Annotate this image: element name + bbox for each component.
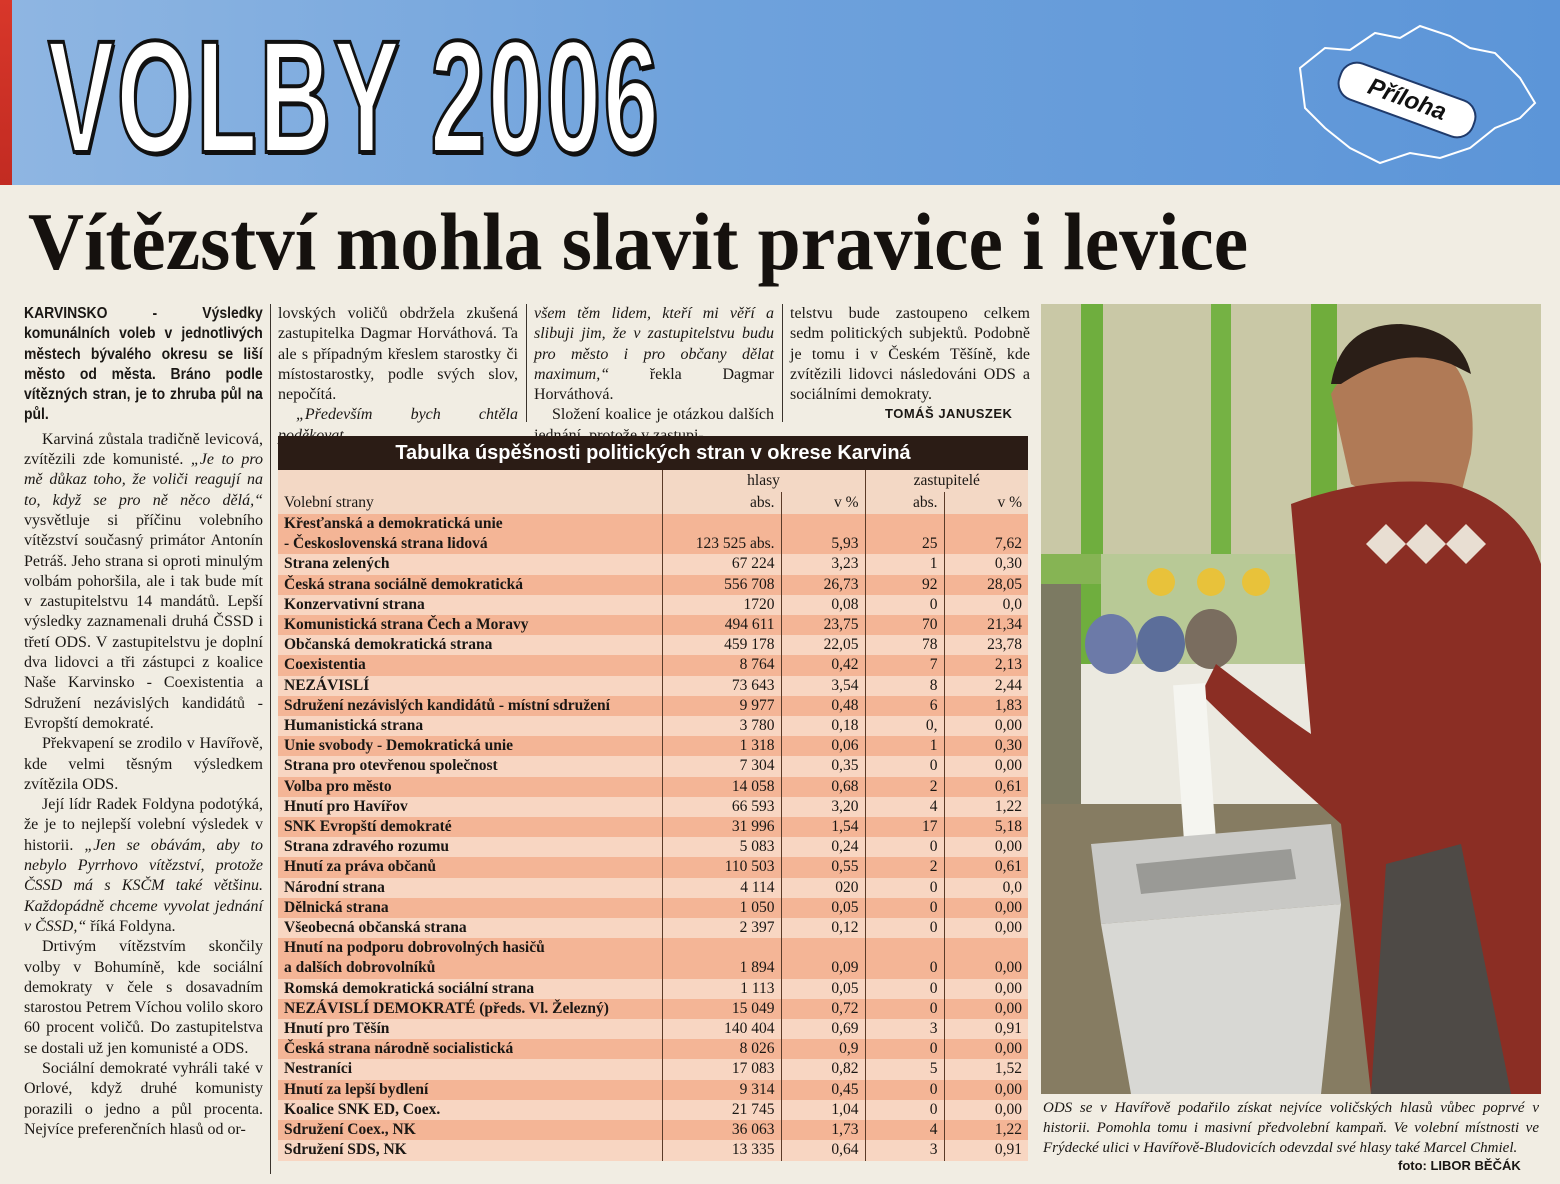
- seats-abs: 0: [865, 999, 944, 1019]
- seats-abs: 17: [865, 817, 944, 837]
- seats-pct: 28,05: [944, 575, 1028, 595]
- seats-abs: 3: [865, 1019, 944, 1039]
- votes-pct: 0,09: [781, 938, 865, 978]
- seats-abs: 3: [865, 1140, 944, 1160]
- votes-abs: 4 114: [662, 878, 781, 898]
- votes-abs: 459 178: [662, 635, 781, 655]
- section-banner: [0, 0, 1560, 185]
- votes-abs: 36 063: [662, 1120, 781, 1140]
- votes-pct: 0,55: [781, 857, 865, 877]
- seats-pct: 0,0: [944, 595, 1028, 615]
- seats-abs: 4: [865, 797, 944, 817]
- votes-pct: 0,06: [781, 736, 865, 756]
- table-row: [278, 979, 1028, 999]
- votes-pct: 1,04: [781, 1100, 865, 1120]
- text: vysvětluje si příčinu volebního vítězství současný primátor Antonín Petráš. Jeho strana si oproti minulým volbám pohoršila, ale i tak bude mít v zastupitelstvu 14 mandátů. Lepší výsledky zaznamenali druhá ČSSD i třetí ODS. V zastupitelstvu je doplní dva lidovci a tři zástupci z koalice Naše Karvinsko - Coexistentia a Sdružení nezávislých kandidátů - Evropští demokraté.: [24, 511, 263, 732]
- table-group-header: [278, 470, 1028, 492]
- party-name: Sdružení SDS, NK: [278, 1140, 662, 1160]
- table-row: [278, 878, 1028, 898]
- quote: všem těm lidem, kteří mi věří a slibuji jim, že v zastupitelstvu budu pro město i pro občany dělat maximum,“: [534, 305, 774, 383]
- text: Její lídr Radek Foldyna podotýká, že je to nejlepší volební výsledek v historii.: [24, 796, 263, 854]
- table-row: [278, 615, 1028, 635]
- table-row: [278, 857, 1028, 877]
- banner-accent-stripe: [0, 0, 12, 185]
- dateline: KARVINSKO: [24, 305, 108, 322]
- results-grid: [278, 470, 1028, 1161]
- seats-abs: 70: [865, 615, 944, 635]
- votes-pct: 0,72: [781, 999, 865, 1019]
- party-name: Všeobecná občanská strana: [278, 918, 662, 938]
- votes-pct: 0,05: [781, 898, 865, 918]
- votes-pct: 3,54: [781, 676, 865, 696]
- table-title: Tabulka úspěšnosti politických stran v okrese Karviná: [278, 436, 1028, 470]
- votes-abs: 3 780: [662, 716, 781, 736]
- seats-abs: 0: [865, 595, 944, 615]
- votes-abs: 7 304: [662, 756, 781, 776]
- votes-pct: 22,05: [781, 635, 865, 655]
- votes-abs: 1 050: [662, 898, 781, 918]
- votes-abs: 140 404: [662, 1019, 781, 1039]
- party-name-line: a dalších dobrovolníků: [284, 959, 436, 977]
- seats-abs: 1: [865, 554, 944, 574]
- seats-pct: 2,13: [944, 655, 1028, 675]
- table-row: [278, 554, 1028, 574]
- votes-abs: 1 113: [662, 979, 781, 999]
- party-name: Národní strana: [278, 878, 662, 898]
- seats-abs: 0,: [865, 716, 944, 736]
- table-row: [278, 595, 1028, 615]
- seats-abs: 25: [865, 514, 944, 554]
- seats-pct: 0,00: [944, 756, 1028, 776]
- votes-abs: 110 503: [662, 857, 781, 877]
- seats-abs: 0: [865, 979, 944, 999]
- table-row: [278, 514, 1028, 554]
- seats-pct: 23,78: [944, 635, 1028, 655]
- votes-pct: 0,64: [781, 1140, 865, 1160]
- votes-pct: 0,12: [781, 918, 865, 938]
- table-row: [278, 716, 1028, 736]
- seats-abs: 0: [865, 756, 944, 776]
- seats-abs: 4: [865, 1120, 944, 1140]
- table-row: [278, 696, 1028, 716]
- votes-pct: 0,69: [781, 1019, 865, 1039]
- votes-pct: 0,42: [781, 655, 865, 675]
- votes-abs: 67 224: [662, 554, 781, 574]
- seats-abs: 6: [865, 696, 944, 716]
- votes-pct: 0,48: [781, 696, 865, 716]
- table-row: [278, 1039, 1028, 1059]
- seats-pct: 0,00: [944, 1080, 1028, 1100]
- table-row: [278, 756, 1028, 776]
- party-name: Hnutí pro Těšín: [278, 1019, 662, 1039]
- party-name: Hnutí pro Havířov: [278, 797, 662, 817]
- votes-abs: 15 049: [662, 999, 781, 1019]
- article-column-3: [534, 304, 774, 446]
- paragraph: lovských voličů obdržela zkušená zastupitelka Dagmar Horváthová. Ta ale s případným křeslem starostky či místostarostky, podle svých slov, nepočítá.: [278, 305, 518, 404]
- seats-pct: 2,44: [944, 676, 1028, 696]
- votes-abs: 556 708: [662, 575, 781, 595]
- table-row: [278, 817, 1028, 837]
- text: říká Foldyna.: [90, 917, 176, 935]
- table-row: [278, 1059, 1028, 1079]
- party-name: NEZÁVISLÍ: [278, 676, 662, 696]
- table-row: [278, 655, 1028, 675]
- blank-cell: [278, 470, 662, 492]
- party-header: Volební strany: [278, 492, 662, 514]
- votes-abs: 8 764: [662, 655, 781, 675]
- seats-abs: 8: [865, 676, 944, 696]
- votes-pct: 26,73: [781, 575, 865, 595]
- votes-abs: 2 397: [662, 918, 781, 938]
- seats-pct: 7,62: [944, 514, 1028, 554]
- votes-abs: 5 083: [662, 837, 781, 857]
- seats-abs: 0: [865, 938, 944, 978]
- seats-abs: 2: [865, 777, 944, 797]
- seats-pct: 0,61: [944, 857, 1028, 877]
- seats-pct: 0,00: [944, 979, 1028, 999]
- table-row: [278, 676, 1028, 696]
- party-name: Romská demokratická sociální strana: [278, 979, 662, 999]
- paragraph: telstvu bude zastoupeno celkem sedm politických subjektů. Podobně je tomu i v Českém Těšíně, kde zvítězili lidovci následováni ODS a sociálními demokraty.: [790, 305, 1030, 404]
- seats-abs: 0: [865, 898, 944, 918]
- column-rule: [270, 304, 271, 1174]
- table-row: [278, 1140, 1028, 1160]
- party-name: Strana zelených: [278, 554, 662, 574]
- seats-pct: 0,00: [944, 716, 1028, 736]
- seats-pct-header: v %: [944, 492, 1028, 514]
- seats-pct: 0,91: [944, 1140, 1028, 1160]
- party-name: Hnutí za práva občanů: [278, 857, 662, 877]
- seats-pct: 0,00: [944, 918, 1028, 938]
- party-name: Občanská demokratická strana: [278, 635, 662, 655]
- table-row: [278, 1100, 1028, 1120]
- table-row: [278, 837, 1028, 857]
- votes-pct: 3,20: [781, 797, 865, 817]
- headline: Vítězství mohla slavit pravice i levice: [28, 196, 1249, 287]
- votes-pct-header: v %: [781, 492, 865, 514]
- votes-abs: 8 026: [662, 1039, 781, 1059]
- quote: „Především bych chtěla: [296, 406, 518, 424]
- party-name: Unie svobody - Demokratická unie: [278, 736, 662, 756]
- votes-pct: 020: [781, 878, 865, 898]
- party-name: SNK Evropští demokraté: [278, 817, 662, 837]
- seats-abs: 7: [865, 655, 944, 675]
- votes-abs: 123 525 abs.: [662, 514, 781, 554]
- party-name: Dělnická strana: [278, 898, 662, 918]
- party-name: NEZÁVISLÍ DEMOKRATÉ (předs. Vl. Železný): [278, 999, 662, 1019]
- seats-pct: 1,83: [944, 696, 1028, 716]
- seats-pct: 0,30: [944, 554, 1028, 574]
- paragraph: [534, 304, 774, 405]
- table-body: [278, 514, 1028, 1161]
- seats-pct: 0,61: [944, 777, 1028, 797]
- table-row: [278, 999, 1028, 1019]
- seats-pct: 0,00: [944, 938, 1028, 978]
- quote: „Je to pro mě důkaz toho, že voliči reagují na to, když se pro ně něco dělá,“: [24, 451, 264, 509]
- votes-pct: 0,68: [781, 777, 865, 797]
- party-name: Strana zdravého rozumu: [278, 837, 662, 857]
- article-lead: [24, 304, 263, 426]
- votes-pct: 23,75: [781, 615, 865, 635]
- seats-pct: 1,22: [944, 1120, 1028, 1140]
- party-name: Sdružení Coex., NK: [278, 1120, 662, 1140]
- party-name: Nestraníci: [278, 1059, 662, 1079]
- seats-abs: 1: [865, 736, 944, 756]
- column-rule: [526, 304, 527, 422]
- text: řekla Dagmar Horváthová.: [534, 365, 774, 404]
- seats-pct: 0,91: [944, 1019, 1028, 1039]
- seats-abs: 78: [865, 635, 944, 655]
- table-row: [278, 898, 1028, 918]
- party-name: Česká strana sociálně demokratická: [278, 575, 662, 595]
- party-name: [278, 938, 662, 978]
- paragraph: [24, 795, 263, 937]
- votes-abs: 13 335: [662, 1140, 781, 1160]
- seats-pct: 1,52: [944, 1059, 1028, 1079]
- table-row: [278, 1080, 1028, 1100]
- votes-pct: 0,18: [781, 716, 865, 736]
- party-name: Česká strana národně socialistická: [278, 1039, 662, 1059]
- party-name: Sdružení nezávislých kandidátů - místní sdružení: [278, 696, 662, 716]
- votes-pct: 0,05: [781, 979, 865, 999]
- votes-abs: 73 643: [662, 676, 781, 696]
- votes-abs: 1720: [662, 595, 781, 615]
- votes-pct: 0,45: [781, 1080, 865, 1100]
- photo-caption: ODS se v Havířově podařilo získat nejvíce voličských hlasů vůbec poprvé v historii. Pomohla tomu i masivní předvolební kampaň. Ve volební místnosti ve Frýdecké ulici v Havířově-Bludovicích odevzdal své hlasy také Marcel Chmiel.: [1043, 1100, 1539, 1156]
- quote: „Jen se obávám, aby to nebylo Pyrrhovo vítězství, protože ČSSD má s KSČM také většinu. Každopádně chceme vyvolat jednání v ČSSD,“: [24, 836, 264, 935]
- table-row: [278, 575, 1028, 595]
- seats-abs: 0: [865, 837, 944, 857]
- table-row: [278, 1120, 1028, 1140]
- votes-abs: 9 314: [662, 1080, 781, 1100]
- seats-pct: 5,18: [944, 817, 1028, 837]
- party-name: [278, 514, 662, 554]
- seats-pct: 0,00: [944, 1039, 1028, 1059]
- results-table: [278, 436, 1028, 1172]
- votes-abs: 17 083: [662, 1059, 781, 1079]
- votes-pct: 5,93: [781, 514, 865, 554]
- seats-abs: 0: [865, 1100, 944, 1120]
- lead-text: - Výsledky komunálních voleb v jednotlivých městech bývalého okresu se liší město od města. Bráno podle vítězných stran, je to zhruba půl na půl.: [24, 305, 263, 424]
- paragraph: Složení koalice je otázkou dalších: [552, 406, 774, 424]
- votes-pct: 0,9: [781, 1039, 865, 1059]
- party-name: Konzervativní strana: [278, 595, 662, 615]
- votes-abs: 494 611: [662, 615, 781, 635]
- seats-pct: 21,34: [944, 615, 1028, 635]
- party-name: Coexistentia: [278, 655, 662, 675]
- seats-pct: 0,00: [944, 898, 1028, 918]
- votes-pct: 0,35: [781, 756, 865, 776]
- table-row: [278, 777, 1028, 797]
- seats-abs: 5: [865, 1059, 944, 1079]
- seats-abs: 0: [865, 878, 944, 898]
- party-name-line: Křesťanská a demokratická unie: [284, 515, 503, 532]
- paragraph: [24, 430, 263, 734]
- seats-pct: 0,00: [944, 837, 1028, 857]
- party-name: Komunistická strana Čech a Moravy: [278, 615, 662, 635]
- seats-group-header: zastupitelé: [865, 470, 1028, 492]
- votes-abs: 1 318: [662, 736, 781, 756]
- table-column-header: [278, 492, 1028, 514]
- votes-abs: 1 894: [662, 938, 781, 978]
- seats-pct: 0,00: [944, 1100, 1028, 1120]
- party-name-line: - Československá strana lidová: [284, 535, 488, 553]
- seats-abs: 0: [865, 918, 944, 938]
- votes-pct: 1,54: [781, 817, 865, 837]
- votes-pct: 0,08: [781, 595, 865, 615]
- votes-group-header: hlasy: [662, 470, 865, 492]
- paragraph: Překvapení se zrodilo v Havířově, kde velmi těsným výsledkem zvítězila ODS.: [24, 735, 263, 793]
- votes-abs: 66 593: [662, 797, 781, 817]
- votes-pct: 1,73: [781, 1120, 865, 1140]
- votes-abs: 9 977: [662, 696, 781, 716]
- article-column-1: [24, 304, 263, 1140]
- seats-abs: 2: [865, 857, 944, 877]
- seats-pct: 0,0: [944, 878, 1028, 898]
- article-column-4: [790, 304, 1030, 405]
- voting-photo: [1041, 304, 1541, 1094]
- votes-abs: 31 996: [662, 817, 781, 837]
- section-title: VOLBY 2006: [48, 7, 661, 186]
- seats-abs-header: abs.: [865, 492, 944, 514]
- table-row: [278, 635, 1028, 655]
- party-name: Humanistická strana: [278, 716, 662, 736]
- votes-abs-header: abs.: [662, 492, 781, 514]
- table-row: [278, 1019, 1028, 1039]
- table-row: [278, 918, 1028, 938]
- column-rule: [782, 304, 783, 422]
- paragraph: Sociální demokraté vyhráli také v Orlové, když druhé komunisty porazili o jedno a půl procenta. Nejvíce preferenčních hlasů od or-: [24, 1059, 263, 1138]
- seats-abs: 92: [865, 575, 944, 595]
- seats-abs: 0: [865, 1039, 944, 1059]
- party-name: Koalice SNK ED, Coex.: [278, 1100, 662, 1120]
- table-row: [278, 736, 1028, 756]
- byline: TOMÁŠ JANUSZEK: [885, 406, 1013, 421]
- votes-pct: 3,23: [781, 554, 865, 574]
- party-name-line: Hnutí na podporu dobrovolných hasičů: [284, 939, 545, 957]
- article-column-2: [278, 304, 518, 446]
- votes-pct: 0,82: [781, 1059, 865, 1079]
- votes-pct: 0,24: [781, 837, 865, 857]
- party-name: Strana pro otevřenou společnost: [278, 756, 662, 776]
- text: Karviná zůstala tradičně levicová, zvítězili zde komunisté.: [24, 430, 263, 469]
- voter-illustration: [1041, 304, 1541, 1094]
- seats-pct: 0,00: [944, 999, 1028, 1019]
- table-row: [278, 938, 1028, 978]
- table-row: [278, 797, 1028, 817]
- party-name: Volba pro město: [278, 777, 662, 797]
- priloha-badge: Příloha: [1333, 57, 1482, 144]
- photo-credit: foto: LIBOR BĚČÁK: [1398, 1158, 1521, 1173]
- paragraph: Drtivým vítězstvím skončily volby v Bohumíně, kde sociální demokraty v čele s dosavadním starostou Petrem Víchou volilo skoro 60 procent voličů. Do zastupitelstva se dostali už jen komunisté a ODS.: [24, 938, 263, 1057]
- seats-abs: 0: [865, 1080, 944, 1100]
- seats-pct: 1,22: [944, 797, 1028, 817]
- votes-abs: 21 745: [662, 1100, 781, 1120]
- seats-pct: 0,30: [944, 736, 1028, 756]
- party-name: Hnutí za lepší bydlení: [278, 1080, 662, 1100]
- votes-abs: 14 058: [662, 777, 781, 797]
